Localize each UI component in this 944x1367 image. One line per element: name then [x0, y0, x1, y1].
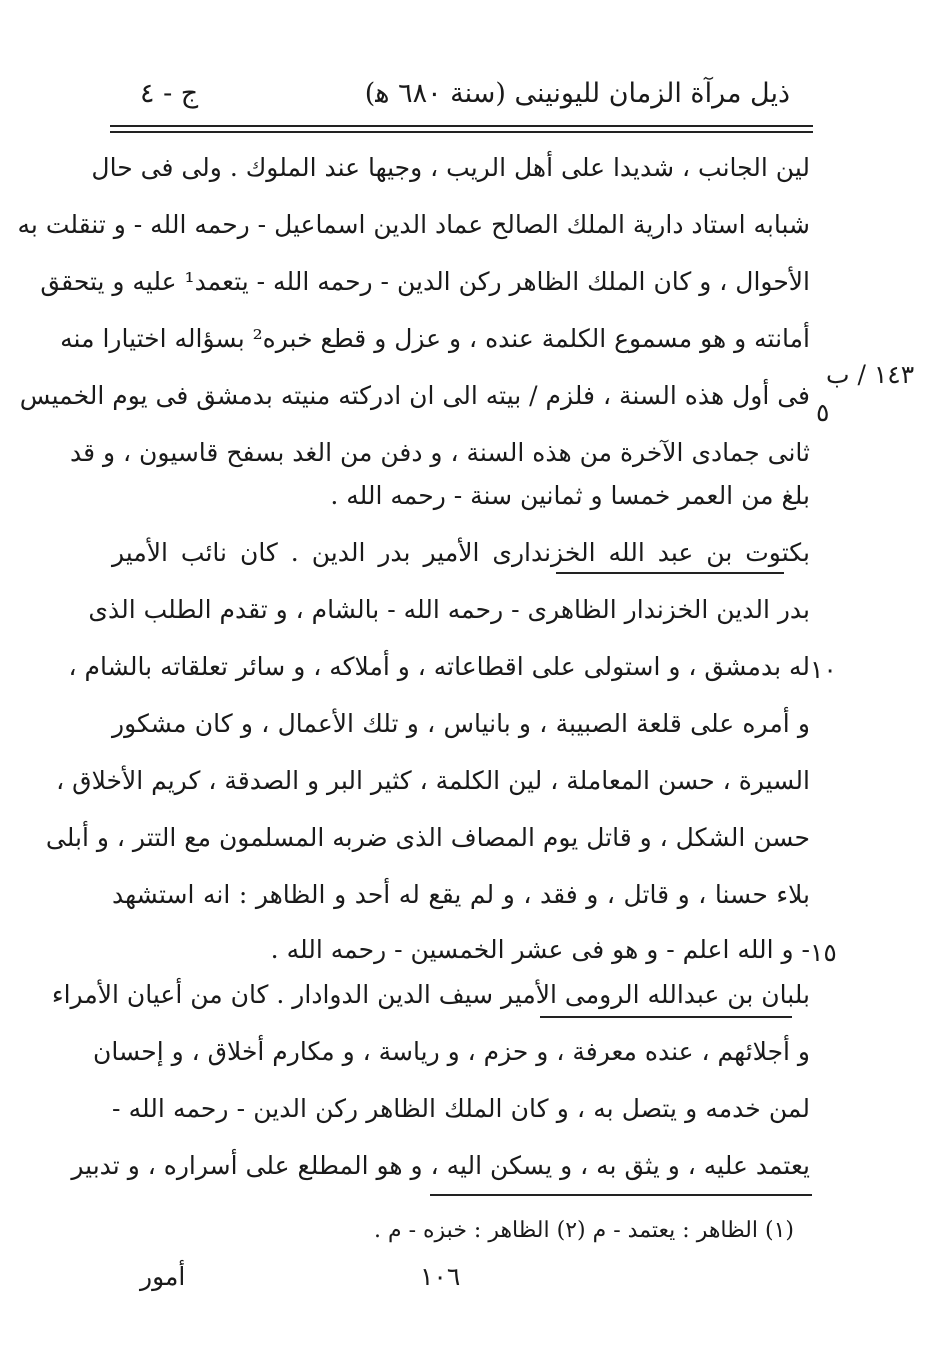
text-line: بلغ من العمر خمسا و ثمانين سنة - رحمه الله . — [330, 481, 810, 510]
catchword: أمور — [140, 1262, 186, 1291]
footnote-rule — [430, 1194, 812, 1196]
text-line: حسن الشكل ، و قاتل يوم المصاف الذى ضربه المسلمون مع التتر ، و أبلى — [45, 823, 810, 852]
text-line: و أمره على قلعة الصبيبة ، و بانياس ، و تلك الأعمال ، و كان مشكور — [112, 709, 810, 738]
footnote: (١) الظاهر : يعتمد - م (٢) الظاهر : خبزه - م . — [373, 1218, 794, 1243]
text-line: فى أول هذه السنة ، فلزم / بيته الى ان ادركته منيته بدمشق فى يوم الخميس — [19, 381, 810, 410]
name-underline — [556, 572, 784, 574]
page-number: ١٠٦ — [420, 1262, 461, 1291]
header-title: ذيل مرآة الزمان لليونينى (سنة ٦٨٠ ﻫ) — [364, 78, 790, 109]
text-line: يعتمد عليه ، و يثق به ، و يسكن اليه ، و هو المطلع على أسراره ، و تدبير — [71, 1151, 810, 1180]
text-line: بلبان بن عبدالله الرومى الأمير سيف الدين الدوادار . كان من أعيان الأمراء — [51, 980, 810, 1009]
text-line: السيرة ، حسن المعاملة ، لين الكلمة ، كثير البر و الصدقة ، كريم الأخلاق ، — [56, 766, 810, 795]
text-line: بكتوت بن عبد الله الخزندارى الأمير بدر الدين . كان نائب الأمير — [112, 538, 810, 567]
name-underline — [540, 1016, 792, 1018]
text-line: أمانته و هو مسموع الكلمة عنده ، و عزل و قطع خبره² بسؤاله اختيارا منه — [60, 324, 810, 353]
text-line: - و الله اعلم - و هو فى عشر الخمسين - رحمه الله . — [270, 935, 810, 964]
text-line: لمن خدمه و يتصل به ، و كان الملك الظاهر ركن الدين - رحمه الله - — [112, 1094, 810, 1123]
margin-folio: ١٤٣ / ب — [826, 360, 915, 389]
margin-line-10: ١٠ — [810, 655, 837, 684]
margin-line-5: ٥ — [816, 398, 830, 427]
text-line: له بدمشق ، و استولى على اقطاعاته ، و أملاكه ، و سائر تعلقاته بالشام ، — [68, 652, 810, 681]
body-text — [17, 0, 810, 1367]
text-line: الأحوال ، و كان الملك الظاهر ركن الدين - رحمه الله - يتعمد¹ عليه و يتحقق — [40, 267, 810, 296]
header-volume: ج - ٤ — [140, 78, 199, 109]
text-line: بلاء حسنا ، و قاتل ، و فقد ، و لم يقع له أحد و الظاهر : انه استشهد — [112, 880, 810, 909]
margin-line-15: ١٥ — [810, 938, 837, 967]
text-line: شبابه استاد دارية الملك الصالح عماد الدين اسماعيل - رحمه الله - و تنقلت به — [17, 210, 810, 239]
text-line: ثانى جمادى الآخرة من هذه السنة ، و دفن من الغد بسفح قاسيون ، و قد — [69, 438, 810, 467]
text-line: و أجلائهم ، عنده معرفة ، و حزم ، و رياسة ، و مكارم أخلاق ، و إحسان — [92, 1037, 810, 1066]
text-line: لين الجانب ، شديدا على أهل الريب ، وجيها عند الملوك . ولى فى حال — [91, 153, 810, 182]
text-line: بدر الدين الخزندار الظاهرى - رحمه الله - بالشام ، و تقدم الطلب الذى — [88, 595, 810, 624]
